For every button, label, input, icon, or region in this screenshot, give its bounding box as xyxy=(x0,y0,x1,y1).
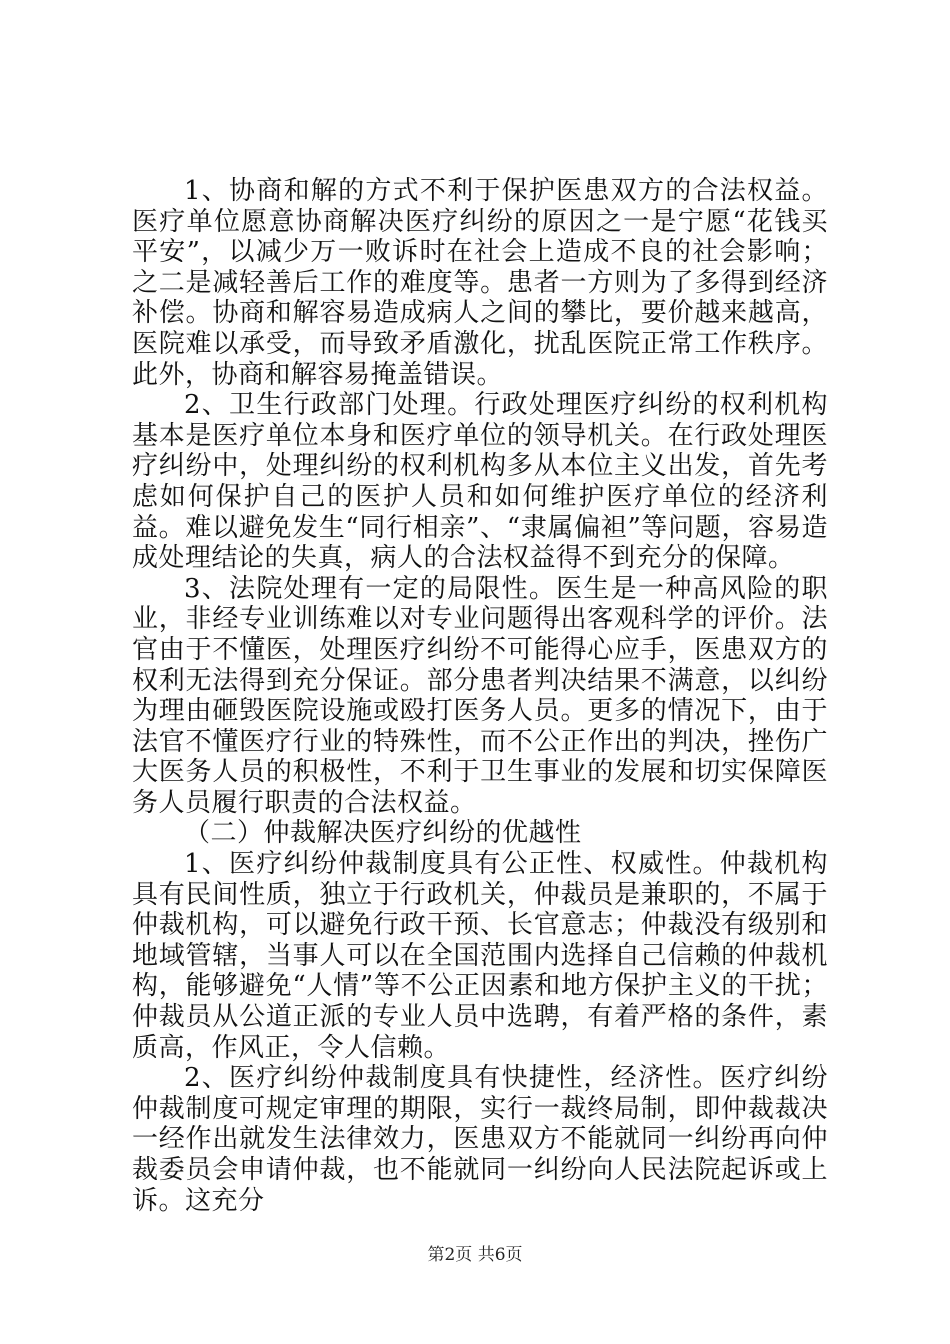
page-number-footer: 第2页 共6页 xyxy=(427,1245,523,1265)
paragraph-fairness-authority: 1、医疗纠纷仲裁制度具有公正性、权威性。仲裁机构具有民间性质，独立于行政机关，仲裁员是兼职的，不属于仲裁机构，可以避免行政干预、长官意志；仲裁没有级别和地域管辖，当事人可以在全国范围内选择自己信赖的仲裁机构，能够避免“人情”等不公正因素和地方保护主义的干扰；仲裁员从公道正派的专业人员中选聘，有着严格的条件，素质高，作风正，令人信赖。 xyxy=(132,849,828,1063)
section-heading-arbitration-advantages: （二）仲裁解决医疗纠纷的优越性 xyxy=(184,818,582,849)
paragraph-speed-economy: 2、医疗纠纷仲裁制度具有快捷性，经济性。医疗纠纷仲裁制度可规定审理的期限，实行一裁终局制，即仲裁裁决一经作出就发生法律效力，医患双方不能就同一纠纷再向仲裁委员会申请仲裁，也不能就同一纠纷向人民法院起诉或上诉。这充分 xyxy=(132,1063,828,1216)
paragraph-court: 3、法院处理有一定的局限性。医生是一种高风险的职业，非经专业训练难以对专业问题得出客观科学的评价。法官由于不懂医，处理医疗纠纷不可能得心应手，医患双方的权利无法得到充分保证。部分患者判决结果不满意，以纠纷为理由砸毁医院设施或殴打医务人员。更多的情况下，由于法官不懂医疗行业的特殊性，而不公正作出的判决，挫伤广大医务人员的积极性，不利于卫生事业的发展和切实保障医务人员履行职责的合法权益。 xyxy=(132,573,828,818)
paragraph-negotiation: 1、协商和解的方式不利于保护医患双方的合法权益。医疗单位愿意协商解决医疗纠纷的原因之一是宁愿“花钱买平安”，以减少万一败诉时在社会上造成不良的社会影响；之二是减轻善后工作的难度等。患者一方则为了多得到经济补偿。协商和解容易造成病人之间的攀比，要价越来越高，医院难以承受，而导致矛盾激化，扰乱医院正常工作秩序。此外，协商和解容易掩盖错误。 xyxy=(132,176,828,390)
document-body xyxy=(132,176,828,1216)
paragraph-administrative: 2、卫生行政部门处理。行政处理医疗纠纷的权利机构基本是医疗单位本身和医疗单位的领导机关。在行政处理医疗纠纷中，处理纠纷的权利机构多从本位主义出发，首先考虑如何保护自己的医护人员和如何维护医疗单位的经济利益。难以避免发生“同行相亲”、“隶属偏袒”等问题，容易造成处理结论的失真，病人的合法权益得不到充分的保障。 xyxy=(132,390,828,574)
